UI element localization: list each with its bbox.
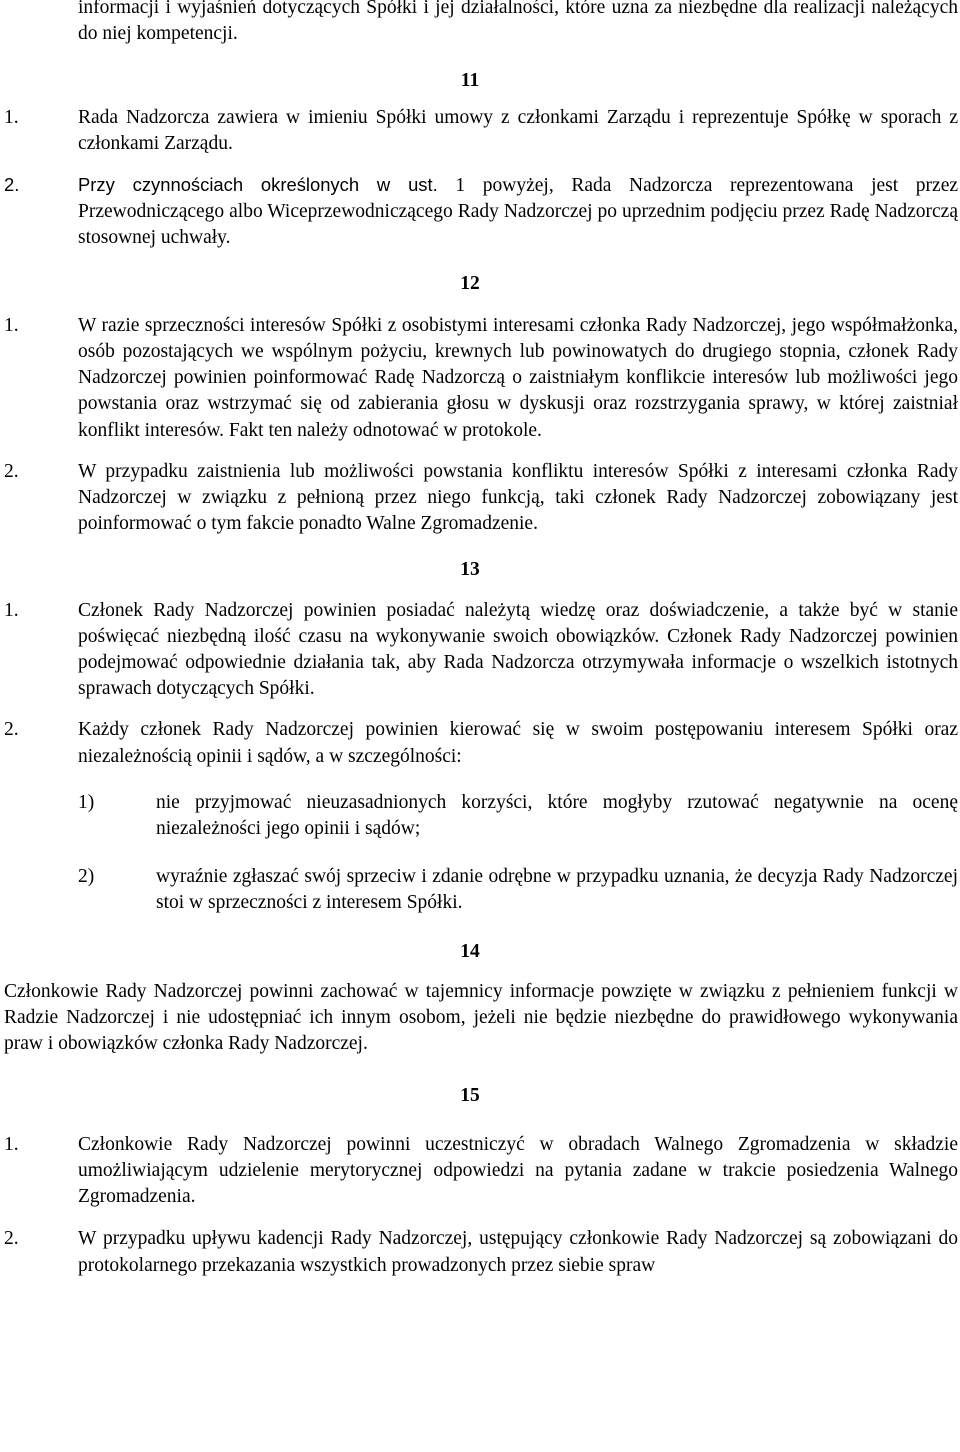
numbered-item [0, 459, 960, 538]
item-number: 1. [4, 314, 19, 336]
item-text: Członek Rady Nadzorczej powinien posiadać należytą wiedzę oraz doświadczenie, a także być w stanie poświęcać niezbędną ilość czasu na wykonywanie swoich obowiązków. Członek Rady Nadzorczej powinien podejmować odpowiednie działania tak, aby Rada Nadzorcza otrzymywała informacje o wszelkich istotnych sprawach dotyczących Spółki. [78, 599, 958, 700]
item-text-sans-part: Przy czynnościach określonych w ust. [78, 174, 438, 196]
item-text: W przypadku upływu kadencji Rady Nadzorczej, ustępujący członkowie Rady Nadzorczej są zobowiązani do protokolarnego przekazania wszystkich prowadzonych przez siebie spraw [78, 1228, 958, 1276]
item-number: 1. [4, 1133, 19, 1155]
numbered-item [0, 717, 960, 769]
section-heading-12: 12 [460, 272, 480, 294]
paragraph-text: informacji i wyjaśnień dotyczących Spółki i jej działalności, które uzna za niezbędne dla realizacji należących do niej kompetencji. [78, 0, 958, 45]
numbered-item [0, 172, 960, 252]
numbered-item [0, 1226, 960, 1278]
section-heading-15: 15 [460, 1084, 480, 1106]
item-text [78, 172, 960, 252]
sub-item [78, 864, 960, 916]
sub-item-number: 1) [78, 791, 95, 813]
item-text: Członkowie Rady Nadzorczej powinni uczestniczyć w obradach Walnego Zgromadzenia w składzie umożliwiającym udzielenie merytorycznej odpowiedzi na pytania zadane w trakcie posiedzenia Walnego Zgromadzenia. [78, 1133, 958, 1208]
item-text: W przypadku zaistnienia lub możliwości powstania konfliktu interesów Spółki z interesami członka Rady Nadzorczej w związku z pełnioną przez niego funkcją, taki członek Rady Nadzorczej zobowiązany jest poinformować o tym fakcie ponadto Walne Zgromadzenie. [78, 460, 958, 535]
item-number: 1. [4, 599, 19, 621]
item-number: 1. [4, 106, 19, 128]
sub-item [78, 790, 960, 842]
numbered-item [0, 313, 960, 444]
item-number: 2. [4, 174, 20, 196]
item-text: Każdy członek Rady Nadzorczej powinien kierować się w swoim postępowaniu interesem Spółki oraz niezależnością opinii i sądów, a w szczególności: [78, 719, 958, 767]
numbered-item [0, 105, 960, 157]
numbered-item [0, 1132, 960, 1211]
numbered-item [0, 598, 960, 703]
item-text: W razie sprzeczności interesów Spółki z osobistymi interesami członka Rady Nadzorczej, jego współmałżonka, osób pozostających we wspólnym pożyciu, krewnych lub powinowatych do drugiego stopnia, członek Rady Nadzorczej powinien poinformować Radę Nadzorczą o zaistniałym konflikcie interesów lub możliwości jego powstania oraz wstrzymać się od zabierania głosu w dyskusji oraz rozstrzygania sprawy, w której zaistniał konflikt interesów. Fakt ten należy odnotować w protokole. [78, 314, 958, 441]
continuation-paragraph [0, 0, 960, 47]
sub-item-number: 2) [78, 866, 95, 888]
sub-item-text: wyraźnie zgłaszać swój sprzeciw i zdanie odrębne w przypadku uznania, że decyzja Rady Nadzorczej stoi w sprzeczności z interesem Spółki. [156, 866, 958, 914]
sub-item-text: nie przyjmować nieuzasadnionych korzyści, które mogłyby rzutować negatywnie na ocenę niezależności jego opinii i sądów; [156, 791, 958, 840]
section-heading-14: 14 [460, 940, 480, 962]
item-number: 2. [4, 1228, 19, 1250]
section-14-paragraph: Członkowie Rady Nadzorczej powinni zachować w tajemnicy informacje powzięte w związku z pełnieniem funkcji w Radzie Nadzorczej i nie udostępniać ich innym osobom, jeżeli nie będzie niezbędne do prawidłowego wykonywania praw i obowiązków członka Rady Nadzorczej. [4, 980, 958, 1055]
item-text: Rada Nadzorcza zawiera w imieniu Spółki umowy z członkami Zarządu i reprezentuje Spółkę w sporach z członkami Zarządu. [78, 106, 958, 154]
section-heading-11: 11 [460, 70, 480, 92]
item-number: 2. [4, 460, 19, 482]
section-heading-13: 13 [460, 559, 480, 581]
item-number: 2. [4, 719, 19, 741]
item-text-serif-part: 1 powyżej, Rada Nadzorcza reprezentowana jest przez Przewodniczącego albo Wiceprzewodniczącego Rady Nadzorczej po uprzednim podjęciu przez Radę Nadzorczą stosownej uchwały. [78, 175, 959, 249]
